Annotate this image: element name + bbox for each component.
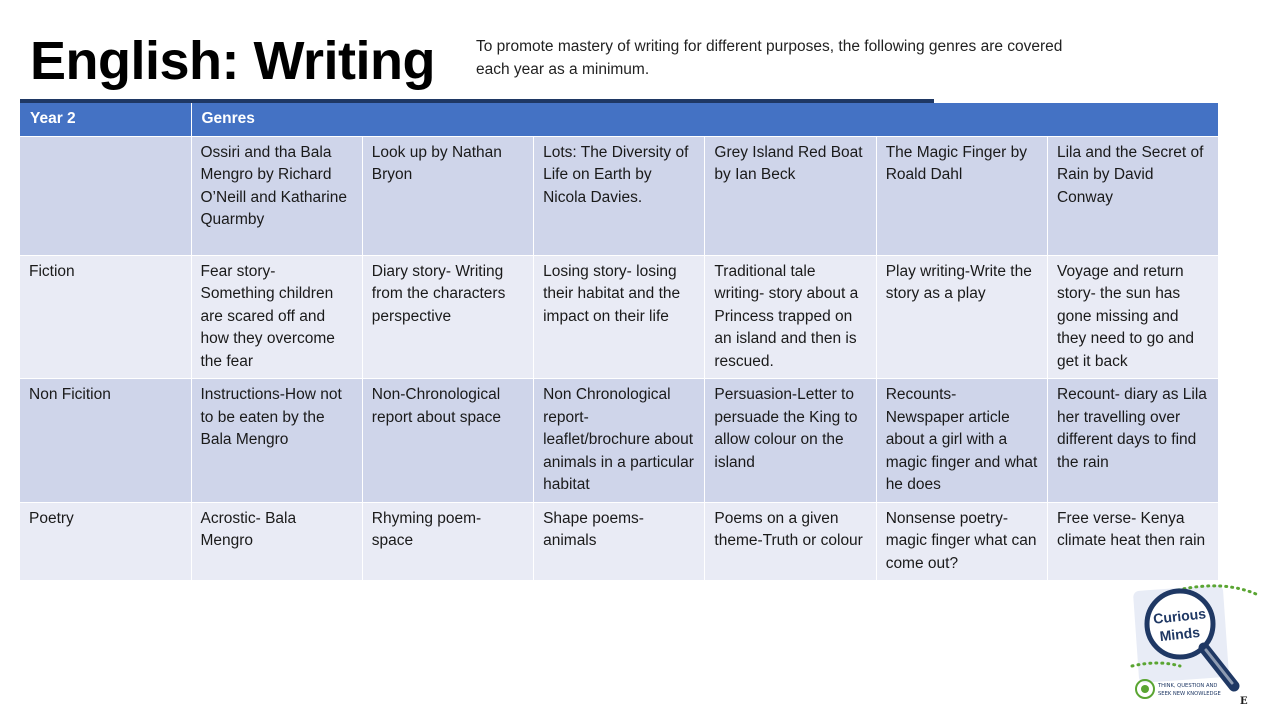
table-cell: Rhyming poem- space xyxy=(362,502,533,580)
table-cell: Fear story- Something children are scared off and how they overcome the fear xyxy=(191,255,362,379)
table-cell: Non Chronological report- leaflet/brochure about animals in a particular habitat xyxy=(534,379,705,503)
table-row-non-fiction xyxy=(20,379,1219,503)
table-cell: Ossiri and tha Bala Mengro by Richard O’Neill and Katharine Quarmby xyxy=(191,136,362,255)
table-cell: Recount- diary as Lila her travelling over different days to find the rain xyxy=(1047,379,1218,503)
curious-minds-logo xyxy=(1128,580,1260,712)
table-row-books xyxy=(20,136,1219,255)
page-title: English: Writing xyxy=(30,31,435,91)
table-cell: The Magic Finger by Roald Dahl xyxy=(876,136,1047,255)
header-genres: Genres xyxy=(191,103,1219,136)
table-cell: Grey Island Red Boat by Ian Beck xyxy=(705,136,876,255)
table-cell: Recounts- Newspaper article about a girl with a magic finger and what he does xyxy=(876,379,1047,503)
logo-tagline-1: THINK, QUESTION AND xyxy=(1158,683,1218,689)
table-cell: Acrostic- Bala Mengro xyxy=(191,502,362,580)
genres-table xyxy=(20,103,1219,580)
table-cell: Shape poems- animals xyxy=(534,502,705,580)
table-cell: Free verse- Kenya climate heat then rain xyxy=(1047,502,1218,580)
table-row-fiction xyxy=(20,255,1219,379)
table-cell: Nonsense poetry- magic finger what can come out? xyxy=(876,502,1047,580)
intro-text: To promote mastery of writing for different purposes, the following genres are covered each year as a minimum. xyxy=(476,38,1063,78)
logo-mark: E xyxy=(1240,696,1248,707)
table-row-poetry xyxy=(20,502,1219,580)
logo-word-minds: Minds xyxy=(1158,623,1201,645)
row-label xyxy=(20,136,191,255)
table-cell: Non-Chronological report about space xyxy=(362,379,533,503)
table-cell: Play writing-Write the story as a play xyxy=(876,255,1047,379)
table-cell: Lila and the Secret of Rain by David Conway xyxy=(1047,136,1218,255)
table-cell: Voyage and return story- the sun has gone missing and they need to go and get it back xyxy=(1047,255,1218,379)
table-cell: Diary story- Writing from the characters perspective xyxy=(362,255,533,379)
table-cell: Traditional tale writing- story about a Princess trapped on an island and then is rescued. xyxy=(705,255,876,379)
table-cell: Poems on a given theme-Truth or colour xyxy=(705,502,876,580)
table-cell: Losing story- losing their habitat and the impact on their life xyxy=(534,255,705,379)
row-label: Non Ficition xyxy=(20,379,191,503)
table-cell: Persuasion-Letter to persuade the King to allow colour on the island xyxy=(705,379,876,503)
table-cell: Instructions-How not to be eaten by the Bala Mengro xyxy=(191,379,362,503)
table-cell: Lots: The Diversity of Life on Earth by Nicola Davies. xyxy=(534,136,705,255)
logo-tagline-2: SEEK NEW KNOWLEDGE xyxy=(1158,691,1221,697)
row-label: Poetry xyxy=(20,502,191,580)
table-cell: Look up by Nathan Bryon xyxy=(362,136,533,255)
header-row xyxy=(20,103,1219,136)
header-year: Year 2 xyxy=(20,103,191,136)
logo-word-curious: Curious xyxy=(1152,605,1207,627)
row-label: Fiction xyxy=(20,255,191,379)
